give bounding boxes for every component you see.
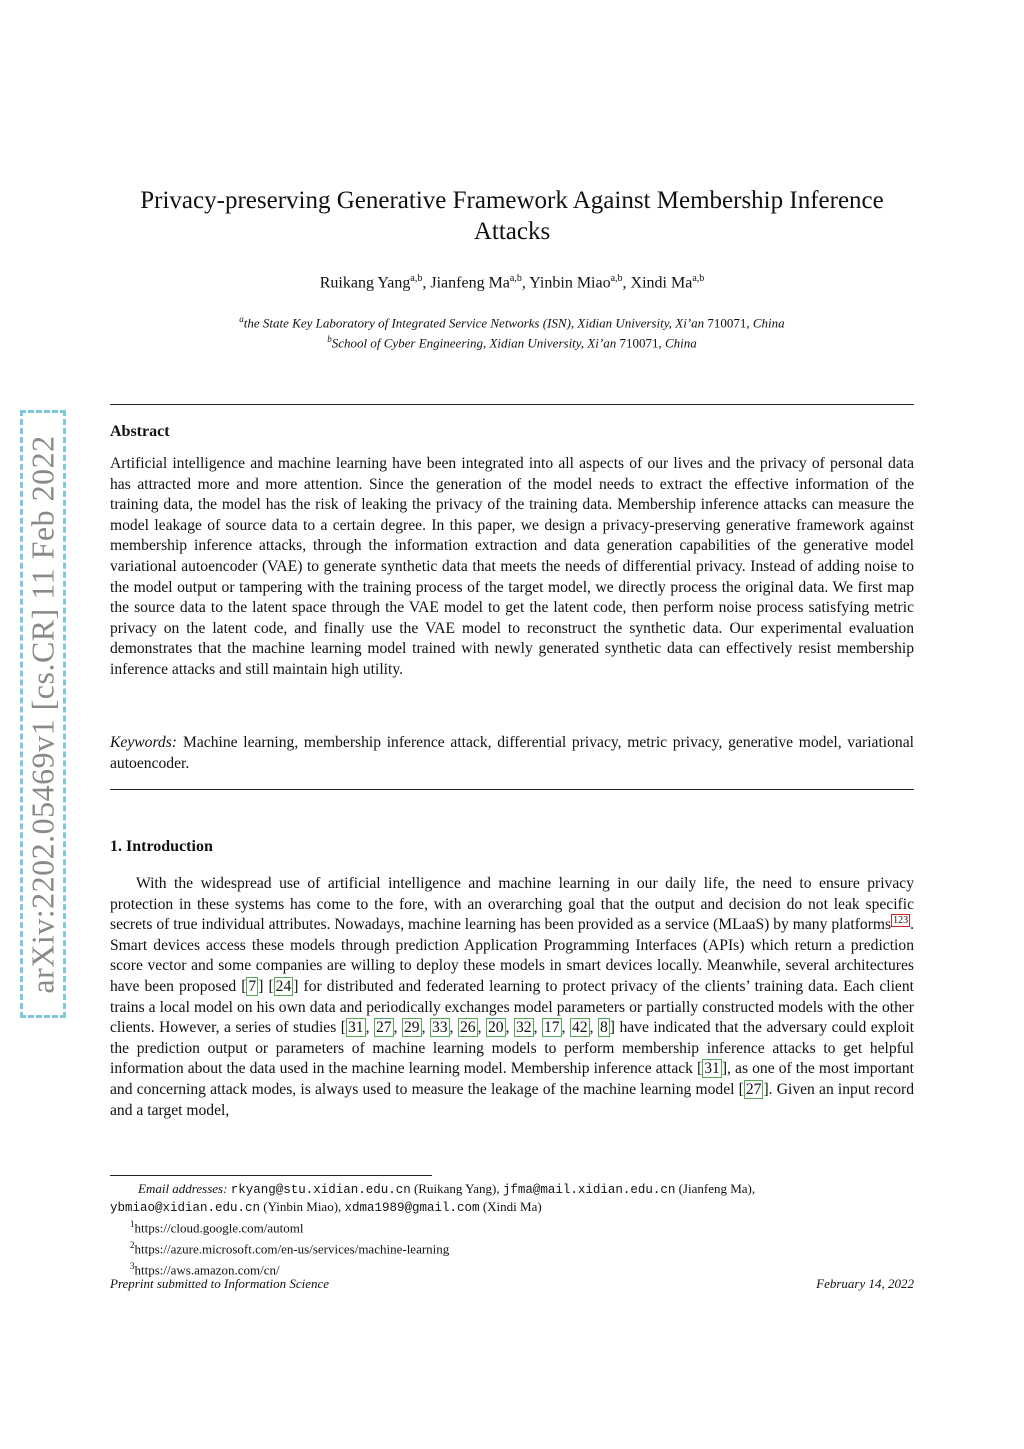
footnotes (110, 1181, 914, 1278)
citation-link[interactable]: 31 (704, 1060, 720, 1078)
email-addresses: Email addresses: rkyang@stu.xidian.edu.cn (Ruikang Yang), jfma@mail.xidian.edu.cn (Jianfeng Ma), (138, 1181, 756, 1197)
footnote-3: $^3$https://aws.amazon.com/cn/ (130, 1260, 280, 1277)
citation-link[interactable]: 24 (275, 977, 292, 995)
email-link[interactable]: jfma@mail.xidian.edu.cn (502, 1183, 676, 1197)
abstract-top-rule (110, 404, 914, 405)
arxiv-id[interactable]: arXiv:2202.05469v1 [cs.CR] 11 Feb 2022 (24, 434, 61, 994)
preprint-note: Preprint submitted to Information Science (110, 1276, 330, 1291)
abstract-bottom-rule (110, 789, 914, 790)
citation-link[interactable]: 7 (248, 977, 257, 995)
footnote-url[interactable]: https://aws.amazon.com/cn/ (134, 1261, 280, 1277)
citation-link[interactable]: 27 (745, 1080, 762, 1098)
footnote-2: $^2$https://azure.microsoft.com/en-us/services/machine-learning (130, 1239, 450, 1257)
arxiv-stamp[interactable] (20, 410, 66, 1018)
affiliations (110, 311, 914, 352)
affiliation-line: $^a$the State Key Laboratory of Integrated Service Networks (ISN), Xidian University, Xi’an 710071, China (239, 314, 785, 331)
citation-link[interactable]: 26 (459, 1019, 476, 1037)
preprint-date: February 14, 2022 (816, 1276, 914, 1291)
citation-link[interactable]: 42 (571, 1019, 588, 1037)
author-affiliation-mark: a,b (410, 273, 423, 284)
author-name: Jianfeng Ma (430, 274, 510, 292)
paper-title: Privacy-preserving Generative Framework Against Membership Inference Attacks (140, 187, 884, 245)
footnote-url[interactable]: https://azure.microsoft.com/en-us/services/machine-learning (134, 1241, 450, 1257)
footnote-ref[interactable]: 123 (893, 915, 909, 926)
footnote-url[interactable]: https://cloud.google.com/automl (134, 1220, 304, 1236)
keywords-label: Keywords: (110, 734, 177, 751)
author-affiliation-mark: a,b (509, 273, 522, 284)
affiliation-line: $^b$School of Cyber Engineering, Xidian University, Xi’an 710071, China (327, 334, 697, 351)
keywords-text: Machine learning, membership inference attack, differential privacy, metric privacy, generative model, variational autoencoder. (110, 734, 914, 772)
footnote-rule (110, 1175, 432, 1176)
section-heading-introduction: 1. Introduction (110, 838, 213, 855)
author-name: Ruikang Yang (319, 274, 411, 292)
email-link[interactable]: ybmiao@xidian.edu.cn (110, 1200, 261, 1215)
citation-link[interactable]: 31 (347, 1019, 364, 1037)
email-link[interactable]: xdma1989@gmail.com (344, 1200, 480, 1215)
citation-link[interactable]: 8 (599, 1019, 608, 1037)
author-list: Ruikang Yang$^{a,b}$, Jianfeng Ma$^{a,b}$, Yinbin Miao$^{a,b}$, Xindi Ma$^{a,b}$ (319, 273, 705, 292)
abstract-heading: Abstract (110, 423, 170, 440)
author-affiliation-mark: a,b (692, 273, 705, 284)
keywords (110, 733, 914, 774)
introduction-paragraph: With the widespread use of artificial intelligence and machine learning in our daily life, the need to ensure privacy protection in these systems has come to the fore, with an overarching goal that the output and decision do not leak specific secrets of true individual attributes. Nowadays, machine learning has been provided as a service (MLaaS) by many platforms $^{123}$ . Smart devices access these models through prediction Application Programming Interfaces (APIs) which return a prediction score vector and some companies are willing to deploy these models in smart devices locally. Meanwhile, several architectures have been proposed [ 7 ] [ 24 ] for distributed and federated learning to protect privacy of the clients’ training data. Each client trains a local model on his own data and periodically exchanges model parameters or partially constructed models with the other clients. However, a series of studies [ 31 , 27 , 29 , 33 , 26 , 20 , 32 , 17 , 42 , 8 ] have indicated that the adversary could exploit the prediction output or parameters of machine learning models to perform membership inference attacks to get helpful information about the data used in the machine learning model. Membership inference attack [ 31 ], as one of the most important and concerning attack modes, is always used to measure the leakage of the machine learning model [ 27 ]. Given an input record and a target model, (110, 875, 915, 1119)
author-name: Xindi Ma (630, 274, 693, 292)
citation-link[interactable]: 17 (543, 1019, 560, 1037)
email-addresses-cont: ybmiao@xidian.edu.cn (Yinbin Miao), xdma1989@gmail.com (Xindi Ma) (110, 1198, 542, 1215)
author-name: Yinbin Miao (529, 274, 611, 292)
citation-link[interactable]: 32 (515, 1019, 532, 1037)
abstract-text: Artificial intelligence and machine learning have been integrated into all aspects of our lives and the privacy of personal data has attracted more and more attention. Since the generation of the model needs to extract the effective information of the training data, the model has the risk of leaking the privacy of the training data. Membership inference attacks can measure the model leakage of source data to a certain degree. In this paper, we design a privacy-preserving generative framework against membership inference attacks, through the information extraction and data generation capabilities of the generative model variational autoencoder (VAE) to generate synthetic data that meets the needs of differential privacy. Instead of adding noise to the model output or tampering with the training process of the target model, we directly process the original data. We first map the source data to the latent space through the VAE model to get the latent code, then perform noise process satisfying metric privacy on the latent code, and finally use the VAE model to reconstruct the synthetic data. Our experimental evaluation demonstrates that the machine learning model trained with newly generated synthetic data can effectively resist membership inference attacks and still maintain high utility. (110, 455, 914, 678)
author-affiliation-mark: a,b (610, 273, 623, 284)
citation-link[interactable]: 29 (403, 1019, 420, 1037)
citation-link[interactable]: 27 (375, 1019, 392, 1037)
citation-link[interactable]: 20 (487, 1019, 504, 1037)
email-link[interactable]: rkyang@stu.xidian.edu.cn (230, 1183, 411, 1197)
footnote-1: $^1$https://cloud.google.com/automl (130, 1219, 304, 1236)
citation-link[interactable]: 33 (431, 1019, 448, 1037)
